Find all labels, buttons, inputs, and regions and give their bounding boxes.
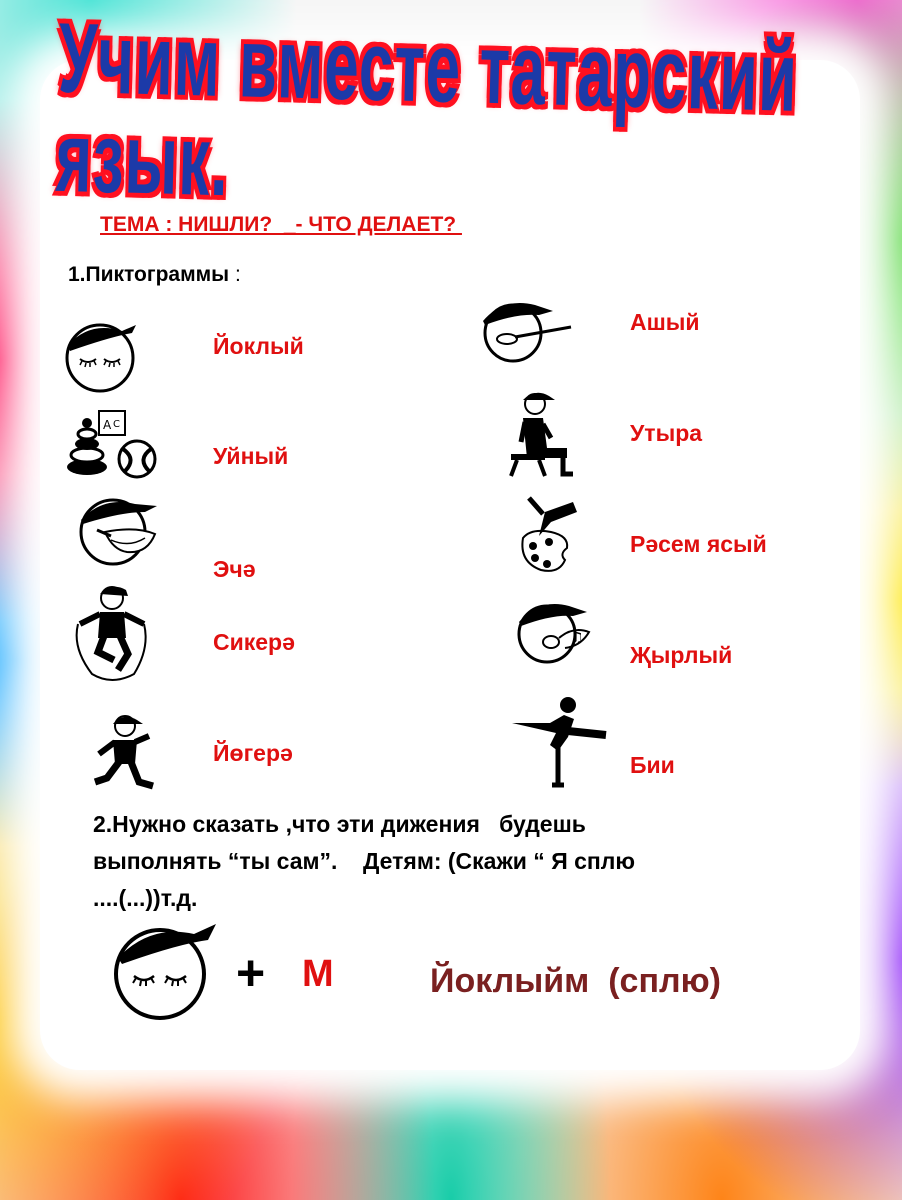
drinking-face-icon (75, 492, 165, 572)
section-heading-pictograms (68, 263, 241, 287)
sitting-boy-icon (505, 388, 585, 478)
toys-icon (65, 405, 165, 485)
word-jumps: Сикерә (213, 629, 295, 655)
section-label: 1.Пиктограммы (68, 263, 230, 286)
plus-sign: + (236, 945, 266, 1001)
section-colon: : (229, 263, 241, 286)
svg-text:♫: ♫ (571, 630, 584, 646)
word-sings: Җырлый (630, 642, 733, 668)
jump-rope-icon (72, 578, 152, 688)
palette-brush-icon (515, 492, 580, 577)
eating-face-icon (477, 295, 577, 365)
word-draws: Рәсем ясый (630, 531, 767, 557)
instruction-line-1: 2.Нужно сказать ,что эти дижения будешь (93, 811, 586, 837)
page-title: Учим вместе татарский язык. (54, 3, 800, 218)
example-result: Йоклыйм (сплю) (430, 962, 721, 1000)
topic-heading: ТЕМА : НИШЛИ? _- ЧТО ДЕЛАЕТ? (100, 213, 462, 236)
running-boy-icon (85, 712, 160, 797)
singing-face-icon (515, 598, 595, 668)
word-sits: Утыра (630, 420, 703, 446)
sleeping-face-icon (60, 315, 140, 395)
instruction-line-3: ....(...))т.д. (93, 885, 198, 911)
svg-text:C: C (113, 419, 120, 430)
dancer-icon (510, 695, 610, 790)
instruction-line-2: выполнять “ты сам”. Детям: (Скажи “ Я сплю (93, 848, 636, 874)
suffix-letter: М (302, 953, 334, 995)
word-runs: Йөгерә (213, 740, 293, 766)
sleeping-face-icon (110, 918, 220, 1026)
word-sleeps: Йоклый (213, 333, 304, 359)
word-drinks: Эчә (213, 556, 256, 582)
word-dances: Бии (630, 752, 675, 778)
word-eats: Ашый (630, 309, 700, 335)
instruction-text (93, 806, 773, 917)
word-plays: Уйный (213, 443, 289, 469)
svg-text:A: A (103, 418, 112, 432)
